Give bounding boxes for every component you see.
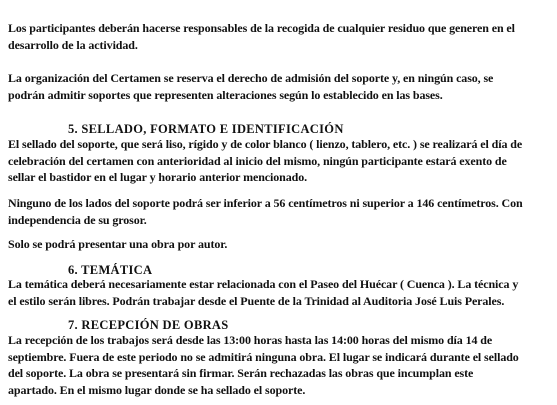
text-line: El sellado del soporte, que será liso, rígido y de color blanco ( lienzo, tablero, etc. ) se realizará el día de [8, 137, 523, 151]
text-line: septiembre. Fuera de este periodo no se admitirá ninguna obra. El lugar se indicará durante el sellado [8, 349, 519, 364]
paragraph-theme [8, 276, 553, 309]
text-line: apartado. En el mismo lugar donde se ha sellado el soporte. [8, 382, 306, 397]
text-line: celebración del certamen con anterioridad al inicio del mismo, ningún participante estará exento de [8, 153, 507, 168]
text-line: La temática deberá necesariamente estar relacionada con el Paseo del Huécar ( Cuenca ). La técnica y [8, 277, 519, 291]
text-line: Solo se podrá presentar una obra por autor. [8, 237, 228, 251]
section-heading-5: 5. SELLADO, FORMATO E IDENTIFICACIÓN [68, 122, 344, 136]
text-line: Ninguno de los lados del soporte podrá ser inferior a 56 centímetros ni superior a 146 centímetros. Con [8, 196, 523, 210]
text-line: del soporte. La obra se presentará sin firmar. Serán rechazadas las obras que incumplan este [8, 366, 474, 380]
paragraph-sealing [8, 136, 553, 186]
paragraph-dimensions [8, 195, 553, 228]
section-heading-6: 6. TEMÁTICA [68, 263, 153, 277]
text-line: independencia de su grosor. [8, 212, 147, 227]
paragraph-one-work [8, 236, 553, 253]
paragraph-reception [8, 332, 553, 398]
text-line: desarrollo de la actividad. [8, 37, 138, 52]
text-line: podrán admitir soportes que representen alteraciones según lo establecido en las bases. [8, 87, 443, 102]
section-heading-7: 7. RECEPCIÓN DE OBRAS [68, 318, 229, 332]
paragraph-waste-responsibility [8, 20, 553, 53]
text-line: sellar el bastidor en el lugar y horario anterior mencionado. [8, 170, 307, 184]
text-line: Los participantes deberán hacerse responsables de la recogida de cualquier residuo que generen en el [8, 21, 515, 35]
paragraph-admission-rights [8, 70, 553, 103]
text-line: La recepción de los trabajos será desde las 13:00 horas hasta las 14:00 horas del mismo día 14 de [8, 333, 493, 347]
text-line: el estilo serán libres. Podrán trabajar desde el Puente de la Trinidad al Auditoria José Luis Perales. [8, 293, 505, 308]
text-line: La organización del Certamen se reserva el derecho de admisión del soporte y, en ningún caso, se [8, 71, 494, 85]
